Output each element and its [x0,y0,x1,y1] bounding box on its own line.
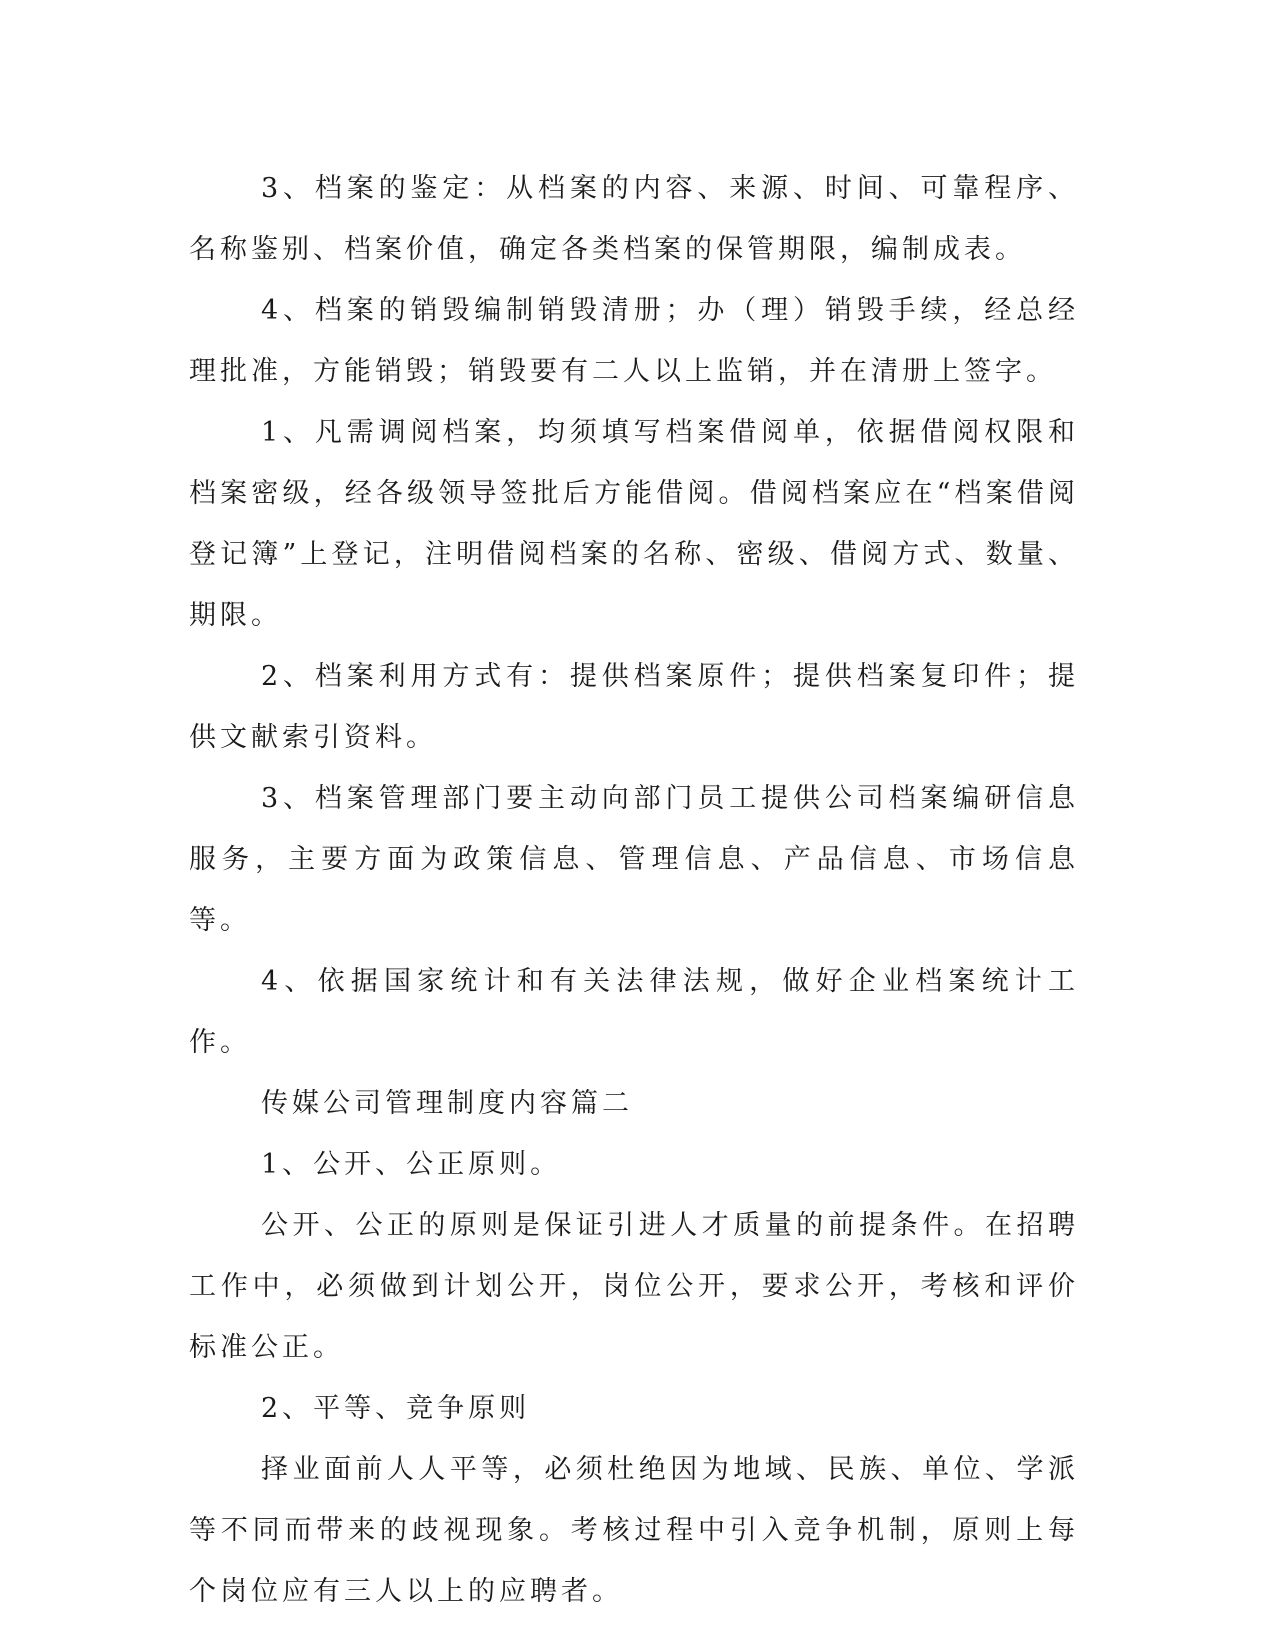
document-body [189,158,1079,1622]
section-heading: 传媒公司管理制度内容篇二 [261,1088,633,1119]
paragraph-principle-equality: 2、平等、竞争原则 [261,1393,531,1424]
paragraph-archive-destruction: 4、档案的销毁编制销毁清册；办（理）销毁手续，经总经理批准，方能销毁；销毁要有二人以上监销，并在清册上签字。 [189,295,1079,387]
paragraph-open-fair-detail: 公开、公正的原则是保证引进人才质量的前提条件。在招聘工作中，必须做到计划公开，岗位公开，要求公开，考核和评价标准公正。 [189,1210,1079,1363]
paragraph-archive-usage: 2、档案利用方式有：提供档案原件；提供档案复印件；提供文献索引资料。 [189,661,1079,753]
paragraph-archive-borrowing: 1、凡需调阅档案，均须填写档案借阅单，依据借阅权限和档案密级，经各级领导签批后方能借阅。借阅档案应在“档案借阅登记簿”上登记，注明借阅档案的名称、密级、借阅方式、数量、期限。 [189,417,1079,631]
paragraph-archive-appraisal: 3、档案的鉴定：从档案的内容、来源、时间、可靠程序、名称鉴别、档案价值，确定各类档案的保管期限，编制成表。 [189,173,1079,265]
paragraph-archive-statistics: 4、依据国家统计和有关法律法规，做好企业档案统计工作。 [189,966,1079,1058]
paragraph-archive-services: 3、档案管理部门要主动向部门员工提供公司档案编研信息服务，主要方面为政策信息、管理信息、产品信息、市场信息等。 [189,783,1079,936]
paragraph-principle-open-fair: 1、公开、公正原则。 [261,1149,562,1180]
paragraph-equality-detail: 择业面前人人平等，必须杜绝因为地域、民族、单位、学派等不同而带来的歧视现象。考核过程中引入竞争机制，原则上每个岗位应有三人以上的应聘者。 [189,1454,1079,1607]
